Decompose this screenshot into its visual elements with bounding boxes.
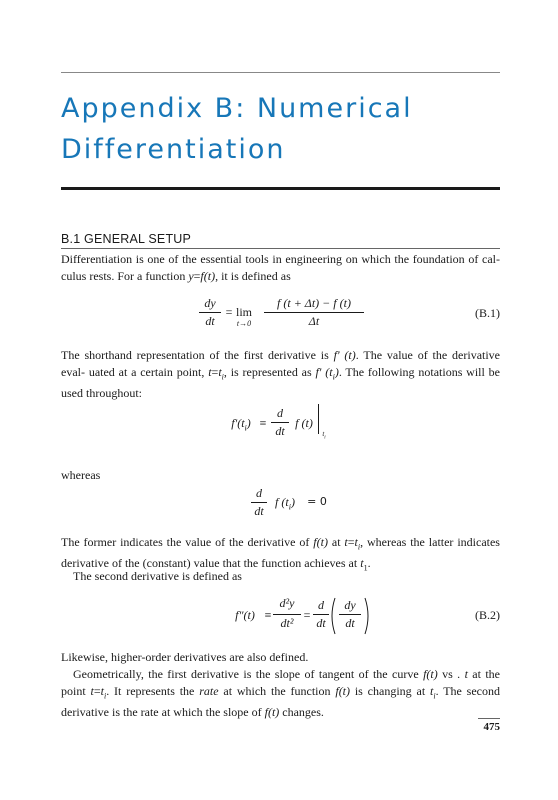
chapter-title-line2: Differentiation (61, 134, 286, 165)
eq-b1-rhs-num: f (t + Δt) − f (t) (277, 296, 351, 310)
math: (t) (267, 705, 280, 720)
math: f′(t (231, 416, 245, 430)
notation2-num: d (256, 486, 262, 500)
text: . The second derivative (61, 684, 501, 720)
math: i (244, 423, 247, 433)
eq-b1-lim: lim (235, 305, 252, 319)
math: f′ (t (315, 365, 333, 379)
emphasis: rate (199, 684, 219, 698)
fraction-bar (339, 614, 361, 615)
math: t (344, 535, 348, 549)
math: t (90, 684, 94, 698)
page-number: 475 (478, 718, 500, 733)
fraction-bar (199, 312, 221, 313)
notation1-num: d (277, 406, 283, 420)
math: (t) (338, 684, 351, 698)
eq-b1-equals: = (225, 305, 233, 319)
math: = (193, 269, 201, 283)
fraction-bar (264, 312, 364, 313)
math: ) (334, 365, 339, 379)
fraction-bar (251, 502, 267, 503)
notation1-equiv: ≡ (259, 416, 267, 430)
math: i (288, 502, 291, 512)
fraction-bar (273, 614, 301, 615)
math: f (t (275, 495, 289, 509)
eq-b2-den2: dt (316, 616, 326, 630)
text: throughout: (86, 386, 142, 401)
math: ) (246, 416, 251, 430)
page (61, 0, 500, 800)
math: f (423, 667, 427, 681)
math: = (93, 684, 101, 698)
math: t (218, 365, 222, 379)
math: i (332, 372, 335, 382)
math: (t) (339, 348, 356, 362)
math: f (335, 684, 339, 698)
eq-b2-den1: dt² (280, 616, 294, 630)
equation-b2 (61, 596, 500, 640)
left-paren (332, 598, 335, 634)
math: t (360, 556, 364, 571)
math: t (464, 667, 468, 681)
math: t (100, 684, 104, 698)
text: Geometrically, the first derivative is the slope of tangent of the curve (73, 667, 424, 681)
text: , is represented as (223, 365, 316, 379)
equation-b1 (61, 296, 500, 336)
text: The former indicates the value of the derivative of (61, 535, 314, 549)
math: (t) (203, 269, 216, 283)
eq-b1-lim-sub: t→0 (236, 319, 252, 328)
text: derivative of the (constant) value that the function achieves at (61, 556, 361, 571)
fraction-bar (313, 614, 329, 615)
math: f (313, 535, 317, 549)
text: is the rate at which the slope of (111, 705, 265, 720)
notation1-den: dt (275, 424, 285, 438)
eq-b1-rhs-den: Δt (308, 314, 320, 328)
chapter-title-line1: Appendix B: Numerical (61, 93, 413, 124)
notation1-sub (319, 430, 329, 440)
text: The shorthand representation of the first derivative is (61, 348, 334, 362)
paragraph-higher-order: Likewise, higher-order derivatives are also defined. (61, 650, 309, 664)
math: f (200, 269, 204, 283)
paragraph-intro (61, 251, 500, 285)
math: t (208, 365, 212, 379)
math: i (221, 372, 224, 382)
text: at the point (61, 667, 500, 698)
notation2-equals: = 0 (307, 495, 327, 508)
text: culus rests. For a function (61, 269, 189, 283)
text: . It represents the (106, 684, 200, 698)
eq-b2-num1: d²y (279, 596, 295, 610)
eq-b1-lhs-den: dt (205, 314, 215, 328)
text: is changing at (350, 684, 430, 698)
chapter-title (61, 88, 500, 170)
notation1-lhs (226, 416, 256, 432)
notation2-den: dt (254, 504, 264, 518)
math: y (188, 269, 194, 283)
math: (t) (426, 667, 438, 681)
eq-b2-num2: d (318, 598, 324, 612)
eq-b2-inner-num: dy (344, 598, 356, 612)
text: at (327, 535, 345, 549)
text: , it is defined as (215, 269, 291, 283)
paragraph-geometric (61, 666, 500, 721)
fraction-bar (271, 422, 289, 423)
section-heading: B.1 GENERAL SETUP (61, 231, 500, 249)
right-paren (365, 598, 368, 634)
top-rule (61, 72, 500, 73)
equation-notation-1 (61, 404, 500, 454)
eq-b2-inner-den: dt (345, 616, 355, 630)
paragraph-second-derivative: The second derivative is defined as (73, 569, 242, 583)
text: changes. (279, 705, 324, 720)
equation-notation-2 (61, 486, 500, 526)
text: at which the function (218, 684, 336, 698)
notation2-f (269, 495, 301, 511)
math: 1 (363, 563, 368, 573)
math: i (324, 435, 326, 441)
math: = (347, 535, 355, 549)
paragraph-whereas: whereas (61, 468, 101, 482)
text: . (367, 556, 371, 571)
text: Differentiation is one of the essential tools in engineering on which the foundation of cal- (61, 252, 500, 266)
math: = (211, 365, 219, 379)
math: i (357, 542, 361, 552)
eq-b2-equiv: ≡ (264, 608, 272, 622)
eq-b2-lhs: f″(t) (235, 608, 255, 622)
text: . The following notations will be used (61, 365, 500, 401)
math: t (354, 535, 358, 549)
eq-b2-equals: = (303, 608, 311, 622)
math: f (264, 705, 268, 720)
math: t (430, 684, 434, 698)
text: . The value of the derivative eval- (61, 348, 501, 379)
title-rule (61, 187, 500, 190)
math: (t) (316, 535, 328, 549)
math: f′ (333, 348, 340, 362)
text: , whereas the latter indicates (360, 535, 500, 549)
paragraph-shorthand (61, 347, 500, 402)
math: i (433, 691, 436, 701)
math: ) (290, 495, 295, 509)
math: i (103, 691, 107, 701)
text: uated at a certain point, (88, 365, 209, 379)
eq-b2-number: (B.2) (475, 608, 500, 622)
eq-b1-lhs-num: dy (204, 296, 216, 310)
text: vs . (437, 667, 465, 681)
math: t (322, 430, 325, 438)
eq-b1-number: (B.1) (475, 306, 500, 320)
notation1-f: f (t) (295, 416, 313, 430)
